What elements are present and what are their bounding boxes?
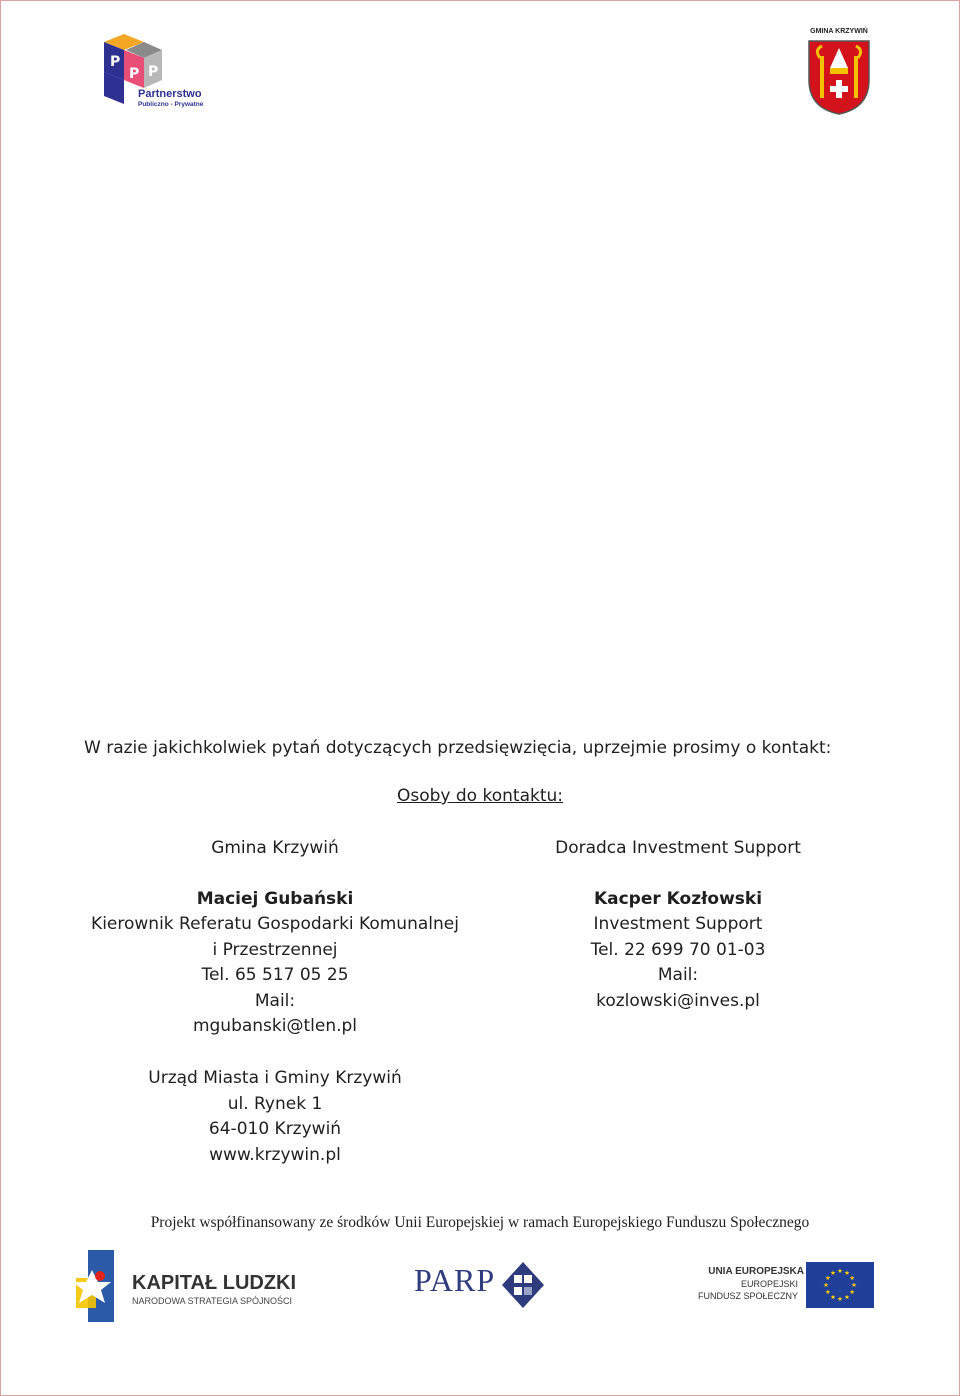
svg-text:P: P (110, 54, 121, 70)
krzywin-coat-of-arms-icon (806, 38, 872, 116)
right-contact-email: kozlowski@inves.pl (596, 990, 760, 1011)
kapital-ludzki-logo (70, 1248, 300, 1324)
left-contact-phone: Tel. 65 517 05 25 (201, 965, 349, 985)
eu-logo-line3: FUNDUSZ SPOŁECZNY (698, 1291, 799, 1301)
ppp-cube-logo-icon (96, 32, 216, 112)
svg-text:P: P (129, 66, 140, 82)
funding-note: Projekt współfinansowany ze środków Unii Europejskiej w ramach Europejskiego Funduszu Społecznego (150, 1214, 810, 1231)
parp-logo (414, 1258, 546, 1312)
left-contact (60, 836, 490, 1040)
right-contact-phone: Tel. 22 699 70 01-03 (590, 939, 766, 960)
intro-text: W razie jakichkolwiek pytań dotyczących przedsięwzięcia, uprzejmie prosimy o kontakt: (84, 738, 832, 758)
right-contact (478, 836, 878, 1014)
parp-title: PARP (414, 1262, 496, 1298)
right-contact-name: Kacper Kozłowski (593, 888, 763, 909)
eu-flag-icon (806, 1262, 874, 1308)
eu-logo-line1: UNIA EUROPEJSKA (708, 1266, 804, 1277)
left-contact-email: mgubanski@tlen.pl (192, 1016, 358, 1036)
ppp-logo-title: Partnerstwo (138, 88, 202, 100)
eu-logo-line2: EUROPEJSKI (740, 1279, 798, 1289)
left-contact-mail-label: Mail: (254, 990, 296, 1011)
office-postal: 64-010 Krzywiń (208, 1119, 342, 1139)
office-street: ul. Rynek 1 (227, 1093, 323, 1114)
kapital-ludzki-logo-icon (70, 1248, 120, 1324)
left-contact-organization: Gmina Krzywiń (211, 838, 339, 858)
right-contact-company: Investment Support (593, 914, 763, 934)
office-address (60, 1066, 490, 1168)
right-contact-mail-label: Mail: (657, 965, 699, 985)
left-contact-role-line1: Kierownik Referatu Gospodarki Komunalnej (91, 914, 459, 934)
eu-efs-logo (698, 1262, 878, 1312)
contacts-heading: Osoby do kontaktu: (397, 786, 563, 806)
office-website: www.krzywin.pl (209, 1144, 341, 1165)
ppp-logo (96, 32, 216, 112)
ppp-logo-subtitle: Publiczno - Prywatne (138, 101, 204, 108)
kapital-ludzki-title: KAPITAŁ LUDZKI (132, 1272, 297, 1294)
coat-of-arms-caption: GMINA KRZYWIŃ (810, 28, 868, 35)
parp-logo-icon (500, 1260, 546, 1310)
left-contact-name: Maciej Gubański (196, 888, 354, 909)
right-contact-organization: Doradca Investment Support (555, 838, 801, 858)
left-contact-role-line2: i Przestrzennej (212, 939, 338, 960)
kapital-ludzki-subtitle: NARODOWA STRATEGIA SPÓJNOŚCI (132, 1296, 293, 1306)
svg-text:P: P (148, 64, 159, 80)
office-name: Urząd Miasta i Gminy Krzywiń (148, 1068, 402, 1088)
coat-of-arms (802, 28, 876, 118)
